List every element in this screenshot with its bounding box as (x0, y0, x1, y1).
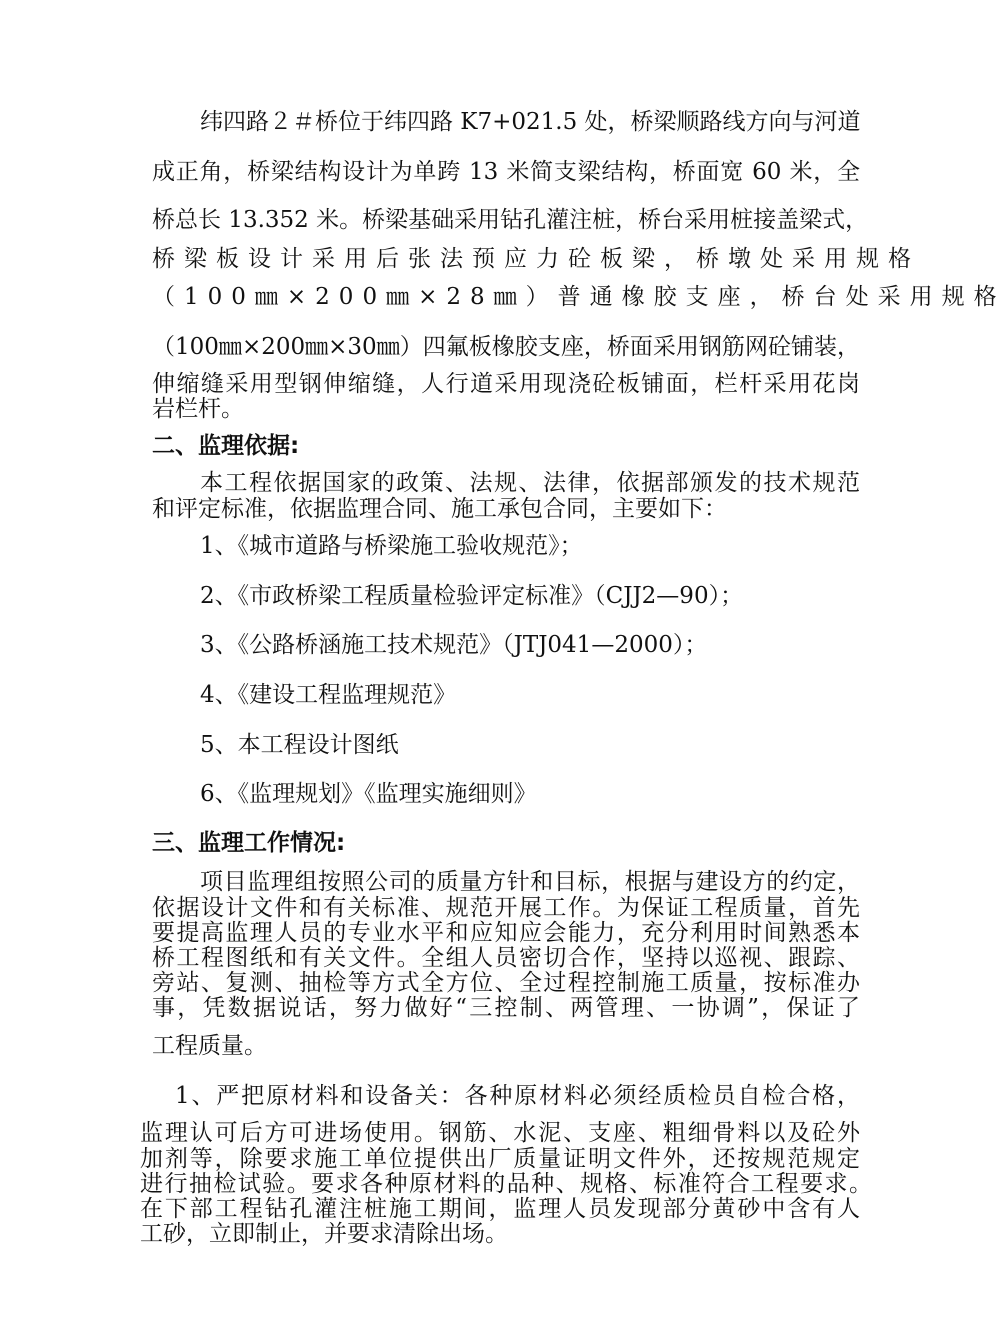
work-paragraph-line: 事，凭数据说话，努力做好“三控制、两管理、一协调”，保证了 (152, 995, 860, 1021)
intro-line: 岩栏杆。 (152, 396, 244, 422)
materials-paragraph-line: 监理认可后方可进场使用。钢筋、水泥、支座、粗细骨料以及砼外 (140, 1120, 860, 1146)
intro-line: 桥总长 13.352 米。桥梁基础采用钻孔灌注桩，桥台采用桩接盖梁式， (152, 207, 869, 233)
basis-paragraph-line: 和评定标准，依据监理合同、施工承包合同，主要如下： (152, 496, 727, 522)
work-paragraph-line: 旁站、复测、抽检等方式全方位、全过程控制施工质量，按标准办 (152, 970, 860, 996)
work-paragraph-line: 依据设计文件和有关标准、规范开展工作。为保证工程质量，首先 (152, 895, 860, 921)
work-paragraph-line: 桥工程图纸和有关文件。全组人员密切合作，坚持以巡视、跟踪、 (152, 945, 860, 971)
basis-list-item: 2、《市政桥梁工程质量检验评定标准》（CJJ2—90）； (200, 583, 744, 609)
section-heading-basis: 二、监理依据: (152, 433, 300, 459)
materials-paragraph-line: 进行抽检试验。要求各种原材料的品种、规格、标准符合工程要求。 (140, 1171, 872, 1197)
intro-line: （100㎜×200㎜×30㎜）四氟板橡胶支座，桥面采用钢筋网砼铺装， (152, 334, 860, 360)
materials-paragraph-line: 加剂等，除要求施工单位提供出厂质量证明文件外，还按规范规定 (140, 1146, 860, 1172)
materials-paragraph-line: 工砂，立即制止，并要求清除出场。 (140, 1221, 508, 1247)
intro-line: 伸缩缝采用型钢伸缩缝，人行道采用现浇砼板铺面，栏杆采用花岗 (152, 371, 860, 397)
basis-list-item: 1、《城市道路与桥梁施工验收规范》； (200, 533, 583, 559)
intro-line: 成正角，桥梁结构设计为单跨 13 米简支梁结构，桥面宽 60 米，全 (152, 159, 860, 185)
work-paragraph-line: 要提高监理人员的专业水平和应知应会能力，充分利用时间熟悉本 (152, 920, 860, 946)
basis-paragraph-line: 本工程依据国家的政策、法规、法律，依据部颁发的技术规范 (200, 470, 860, 496)
materials-paragraph-line: 在下部工程钻孔灌注桩施工期间，监理人员发现部分黄砂中含有人 (140, 1196, 860, 1222)
intro-line: （100㎜×200㎜×28㎜）普通橡胶支座，桥台处采用规格 (152, 284, 1006, 310)
work-paragraph-line: 项目监理组按照公司的质量方针和目标，根据与建设方的约定， (200, 869, 860, 895)
intro-line: 桥梁板设计采用后张法预应力砼板梁，桥墩处采用规格 (152, 246, 920, 272)
basis-list-item: 4、《建设工程监理规范》 (200, 682, 457, 708)
work-paragraph-line: 工程质量。 (152, 1033, 267, 1059)
basis-list-item: 5、本工程设计图纸 (200, 732, 399, 758)
basis-list-item: 6、《监理规划》《监理实施细则》 (200, 781, 537, 807)
materials-paragraph-line: 1、严把原材料和设备关：各种原材料必须经质检员自检合格， (175, 1083, 860, 1109)
basis-list-item: 3、《公路桥涵施工技术规范》（JTJ041—2000）； (200, 632, 708, 658)
section-heading-work: 三、监理工作情况: (152, 830, 346, 856)
intro-line: 纬四路２＃桥位于纬四路 K7+021.5 处，桥梁顺路线方向与河道 (200, 109, 861, 135)
